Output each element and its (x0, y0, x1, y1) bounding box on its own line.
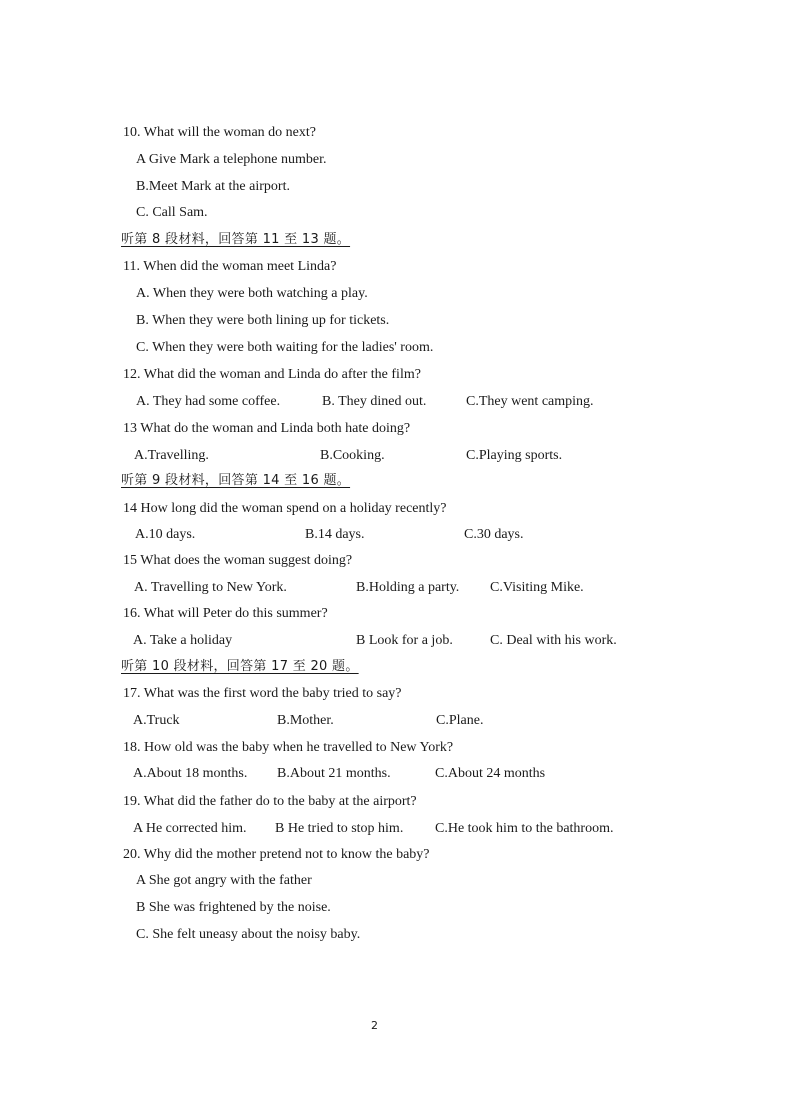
answer-option: C. When they were both waiting for the ladies' room. (136, 340, 434, 355)
question-text: 11. When did the woman meet Linda? (123, 259, 337, 274)
answer-option: C.Visiting Mike. (490, 580, 584, 595)
answer-option: B She was frightened by the noise. (136, 900, 331, 915)
answer-option: A. Take a holiday (133, 633, 233, 648)
question-text: 18. How old was the baby when he travelled to New York? (123, 740, 454, 755)
answer-option: C. Deal with his work. (490, 633, 617, 648)
section-instruction: 听第 10 段材料，回答第 17 至 20 题。 (121, 659, 359, 674)
answer-option: A He corrected him. (133, 821, 247, 836)
question-text: 14 How long did the woman spend on a holiday recently? (123, 501, 447, 516)
question-text: 10. What will the woman do next? (123, 125, 316, 140)
page-number: 2 (371, 1019, 378, 1032)
question-text: 20. Why did the mother pretend not to know the baby? (123, 847, 430, 862)
question-text: 17. What was the first word the baby tried to say? (123, 686, 402, 701)
answer-option: B. When they were both lining up for tickets. (136, 313, 390, 328)
answer-option: A.About 18 months. (133, 766, 248, 781)
answer-option: B.Holding a party. (356, 580, 460, 595)
answer-option: B He tried to stop him. (275, 821, 404, 836)
answer-option: B. They dined out. (322, 394, 427, 409)
question-text: 13 What do the woman and Linda both hate doing? (123, 421, 411, 436)
answer-option: A Give Mark a telephone number. (136, 152, 327, 167)
answer-option: A. Travelling to New York. (134, 580, 287, 595)
answer-option: A.Truck (133, 713, 180, 728)
answer-option: C.Playing sports. (466, 448, 563, 463)
section-instruction: 听第 9 段材料，回答第 14 至 16 题。 (121, 473, 351, 488)
answer-option: C.Plane. (436, 713, 484, 728)
section-instruction: 听第 8 段材料，回答第 11 至 13 题。 (121, 232, 351, 247)
question-text: 15 What does the woman suggest doing? (123, 553, 353, 568)
question-text: 16. What will Peter do this summer? (123, 606, 328, 621)
question-text: 19. What did the father do to the baby at the airport? (123, 794, 417, 809)
answer-option: B.Mother. (277, 713, 334, 728)
answer-option: A. They had some coffee. (136, 394, 281, 409)
answer-option: A.Travelling. (134, 448, 209, 463)
answer-option: A. When they were both watching a play. (136, 286, 368, 301)
answer-option: C.He took him to the bathroom. (435, 821, 614, 836)
answer-option: C.About 24 months (435, 766, 546, 781)
answer-option: B.Cooking. (320, 448, 385, 463)
answer-option: C. Call Sam. (136, 205, 208, 220)
answer-option: B Look for a job. (356, 633, 453, 648)
answer-option: B.14 days. (305, 527, 365, 542)
answer-option: C. She felt uneasy about the noisy baby. (136, 927, 361, 942)
answer-option: A.10 days. (135, 527, 196, 542)
answer-option: C.They went camping. (466, 394, 594, 409)
answer-option: B.About 21 months. (277, 766, 391, 781)
answer-option: A She got angry with the father (136, 873, 312, 888)
answer-option: C.30 days. (464, 527, 524, 542)
answer-option: B.Meet Mark at the airport. (136, 179, 290, 194)
question-text: 12. What did the woman and Linda do after the film? (123, 367, 421, 382)
